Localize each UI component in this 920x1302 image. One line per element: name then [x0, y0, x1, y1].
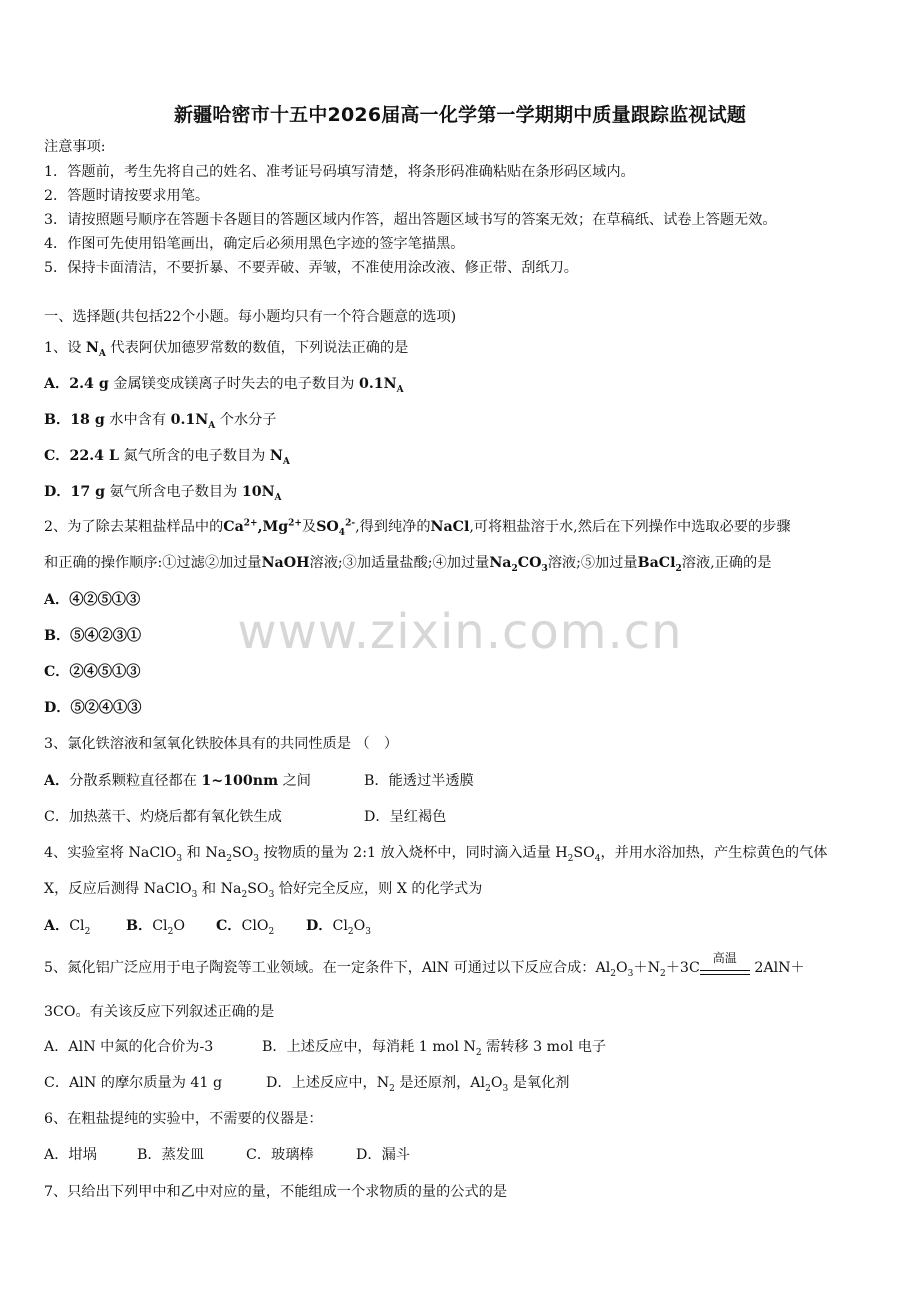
question-4-stem-line-1: 4、实验室将 NaClO$_3$ 和 $Na_2SO_3$ 按物质的量为 2:1 放入烧杯中，同时滴入适量 $H_2SO_4$，并用水浴加热，产生棕黄色的气体	[44, 845, 828, 864]
page-title: 新疆哈密市十五中2026届高一化学第一学期期中质量跟踪监视试题	[173, 104, 747, 126]
question-3-option-c[interactable]: C．加热蒸干、灼烧后都有氧化铁生成	[44, 809, 282, 825]
question-3-option-b[interactable]: B．能透过半透膜	[364, 773, 474, 789]
notice-item: 1．答题前，考生先将自己的姓名、准考证号码填写清楚，将条形码准确粘贴在条形码区域内。	[44, 164, 635, 180]
question-5-stem-line-2: 3CO。有关该反应下列叙述正确的是	[44, 1004, 275, 1020]
question-7-stem: 7、只给出下列甲中和乙中对应的量，不能组成一个求物质的量的公式的是	[44, 1184, 508, 1200]
question-1-option-b[interactable]: B．18 g 水中含有 $0.1N_A$ 个水分子	[44, 412, 277, 431]
question-6-option-c[interactable]: C．玻璃棒	[246, 1147, 314, 1163]
question-6-stem: 6、在粗盐提纯的实验中，不需要的仪器是：	[44, 1111, 323, 1127]
question-4-option-c[interactable]: C．ClO$_2$	[216, 918, 275, 937]
question-2-option-a[interactable]: A．④②⑤①③	[44, 592, 141, 608]
question-5-option-d[interactable]: D．上述反应中，$N_2$ 是还原剂，$Al_2O_3$ 是氧化剂	[266, 1075, 570, 1094]
question-5-stem-line-1: 5、氮化铝广泛应用于电子陶瓷等工业领域。在一定条件下，AlN 可通过以下反应合成：$Al_2O_3+N_2+3C$ 高温 2AlN＋	[44, 958, 805, 978]
notice-item: 2．答题时请按要求用笔。	[44, 188, 210, 204]
question-6-option-d[interactable]: D．漏斗	[356, 1147, 410, 1163]
question-1-option-d[interactable]: D．17 g 氨气所含电子数目为 $10N_A$	[44, 484, 282, 503]
question-4-option-d[interactable]: D．$Cl_2O_3$	[306, 918, 372, 937]
question-3-option-d[interactable]: D．呈红褐色	[364, 809, 447, 825]
question-5-option-c[interactable]: C．AlN 的摩尔质量为 41 g	[44, 1075, 223, 1091]
notice-heading: 注意事项:	[44, 139, 106, 155]
question-1-option-c[interactable]: C．22.4 L 氮气所含的电子数目为 $N_A$	[44, 448, 290, 467]
question-2-stem-line-2: 和正确的操作顺序:①过滤②加过量NaOH溶液;③加适量盐酸;④加过量$Na_2CO_3$溶液;⑤加过量BaCl$_2$溶液,正确的是	[44, 555, 772, 574]
question-4-stem-line-2: X，反应后测得 NaClO$_3$ 和 $Na_2SO_3$ 恰好完全反应，则 X 的化学式为	[44, 881, 483, 900]
reaction-condition: 高温	[712, 951, 737, 965]
notice-item: 5．保持卡面清洁，不要折暴、不要弄破、弄皱，不准使用涂改液、修正带、刮纸刀。	[44, 260, 578, 276]
question-3-stem: 3、氯化铁溶液和氢氧化铁胶体具有的共同性质是 （ ）	[44, 736, 399, 752]
section-heading: 一、选择题(共包括22个小题。每小题均只有一个符合题意的选项)	[44, 309, 457, 325]
question-1-stem: 1、设 $N_A$ 代表阿伏加德罗常数的数值，下列说法正确的是	[44, 340, 409, 359]
notice-item: 3．请按照题号顺序在答题卡各题目的答题区域内作答，超出答题区域书写的答案无效；在草稿纸、试卷上答题无效。	[44, 212, 777, 228]
question-2-option-d[interactable]: D．⑤②④①③	[44, 700, 142, 716]
question-4-option-b[interactable]: B．$Cl_2O$	[126, 918, 185, 937]
question-2-option-c[interactable]: C．②④⑤①③	[44, 664, 141, 680]
question-2-option-b[interactable]: B．⑤④②③①	[44, 628, 142, 644]
question-3-option-a[interactable]: A．分散系颗粒直径都在 1~100nm 之间	[44, 773, 311, 789]
watermark: www.zixin.com.cn	[237, 604, 683, 660]
question-2-stem-line-1: 2、为了除去某粗盐样品中的$Ca^{2+},Mg^{2+}$及$SO_4^{2-}$,得到纯净的NaCl,可将粗盐溶于水,然后在下列操作中选取必要的步骤	[44, 518, 791, 538]
equal-sign	[700, 970, 750, 975]
question-5-option-b[interactable]: B．上述反应中，每消耗 1 mol $N_2$ 需转移 3 mol 电子	[262, 1039, 607, 1058]
notice-item: 4．作图可先使用铅笔画出，确定后必须用黑色字迹的签字笔描黑。	[44, 236, 465, 252]
question-6-option-a[interactable]: A．坩埚	[44, 1147, 97, 1163]
question-4-option-a[interactable]: A．$Cl_2$	[44, 918, 91, 937]
reaction-arrow	[700, 951, 750, 978]
question-1-option-a[interactable]: A．2.4 g 金属镁变成镁离子时失去的电子数目为 $0.1N_A$	[44, 376, 404, 395]
question-6-option-b[interactable]: B．蒸发皿	[137, 1147, 205, 1163]
question-5-option-a[interactable]: A．AlN 中氮的化合价为-3	[44, 1039, 214, 1055]
